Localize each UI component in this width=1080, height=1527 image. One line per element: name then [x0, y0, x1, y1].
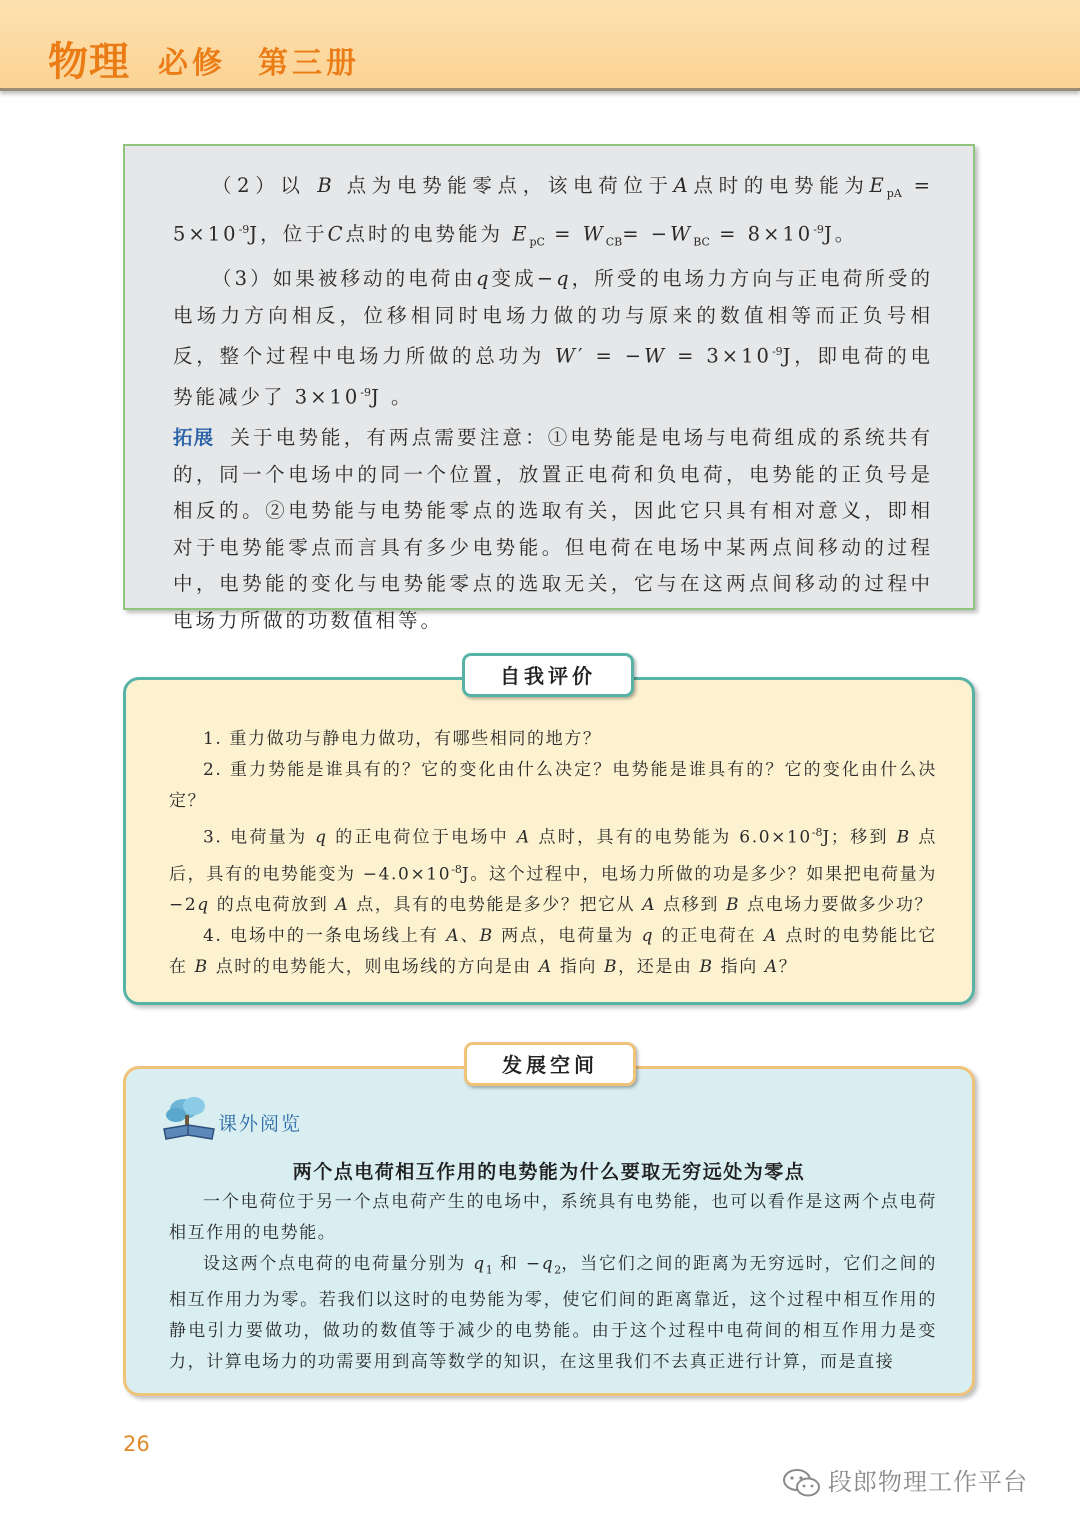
page-header: [0, 0, 1080, 91]
book-subtitle: 必修: [158, 46, 226, 81]
wechat-icon: [782, 1467, 822, 1499]
book-volume: 第三册: [258, 46, 360, 81]
solution-part-2: （2）以 B 点为电势能零点，该电荷位于A点时的电势能为$E_{pA} = 5\times 10^{-9}J$，位于C点时的电势能为 $E_{pC} = W_{CB}= -W_{BC} = 8\times 10^{-9}J$。: [173, 174, 933, 249]
solution-part-3: （3）如果被移动的电荷由q变成−q，所受的电场力方向与正电荷所受的电场力方向相反，位移相同时电场力做的功与原来的数值相等而正负号相反，整个过程中电场力所做的总功为 $W' = -W = 3\times 10^{-9}J$，即电荷的电势能减少了 $3\times 10^{-9}J$ 。: [173, 267, 933, 409]
book-title: 物理: [48, 39, 130, 85]
article-title: 两个点电荷相互作用的电势能为什么要取无穷远处为零点: [292, 1161, 806, 1183]
self-eval-tab: 自我评价: [462, 653, 634, 697]
question-4: 4. 电场中的一条电场线上有 A、B 两点，电荷量为 q 的正电荷在 A 点时的电势能比它在 B 点时的电势能大，则电场线的方向是由 A 指向 B，还是由 B 指向 A？: [169, 926, 937, 978]
watermark-text: 段郎物理工作平台: [828, 1468, 1028, 1496]
example-solution-content: [173, 168, 933, 639]
development-box: [123, 1066, 975, 1396]
example-solution-box: [123, 144, 975, 632]
self-eval-box: [123, 677, 975, 1005]
book-tree-icon: [160, 1093, 218, 1145]
development-tab: 发展空间: [464, 1042, 636, 1086]
article-content: [169, 1187, 937, 1378]
question-1: 1. 重力做功与静电力做功，有哪些相同的地方？: [203, 729, 602, 749]
extension-paragraph: 拓展 关于电势能，有两点需要注意：①电势能是电场与电荷组成的系统共有的，同一个电场中的同一个位置，放置正电荷和负电荷，电势能的正负号是相反的。②电势能与电势能零点的选取有关，因此它只具有相对意义，即相对于电势能零点而言具有多少电势能。但电荷在电场中某两点间移动的过程中，电势能的变化与电势能零点的选取无关，它与在这两点间移动的过程中电场力所做的功数值相等。: [173, 426, 933, 632]
article-paragraph-1: 一个电荷位于另一个点电荷产生的电场中，系统具有电势能，也可以看作是这两个点电荷相互作用的电势能。: [169, 1192, 937, 1243]
question-3: 3. 电荷量为 q 的正电荷位于电场中 A 点时，具有的电势能为 $6.0\times 10^{-8}J$；移到 B 点后，具有的电势能变为 $-4.0\times 10^{-8}J$。这个过程中，电场力所做的功是多少？如果把电荷量为 −2q 的点电荷放到 A 点，具有的电势能是多少？把它从 A 点移到 B 点电场力要做多少功？: [169, 826, 938, 916]
page-number: 26: [123, 1432, 150, 1456]
watermark: [782, 1462, 1028, 1499]
question-2: 2. 重力势能是谁具有的？它的变化由什么决定？电势能是谁具有的？它的变化由什么决定？: [169, 760, 937, 811]
self-eval-content: [169, 724, 937, 983]
extension-tag: 拓展: [173, 426, 215, 450]
reading-label: 课外阅览: [218, 1113, 303, 1135]
article-paragraph-2: 设这两个点电荷的电荷量分别为 $q_1$ 和 $-q_2$，当它们之间的距离为无穷远时，它们之间的相互作用力为零。若我们以这时的电势能为零，使它们间的距离靠近，这个过程中相互作用的静电引力要做功，做功的数值等于减少的电势能。由于这个过程中电荷间的相互作用力是变力，计算电场力的功需要用到高等数学的知识，在这里我们不去真正进行计算，而是直接: [169, 1254, 938, 1373]
